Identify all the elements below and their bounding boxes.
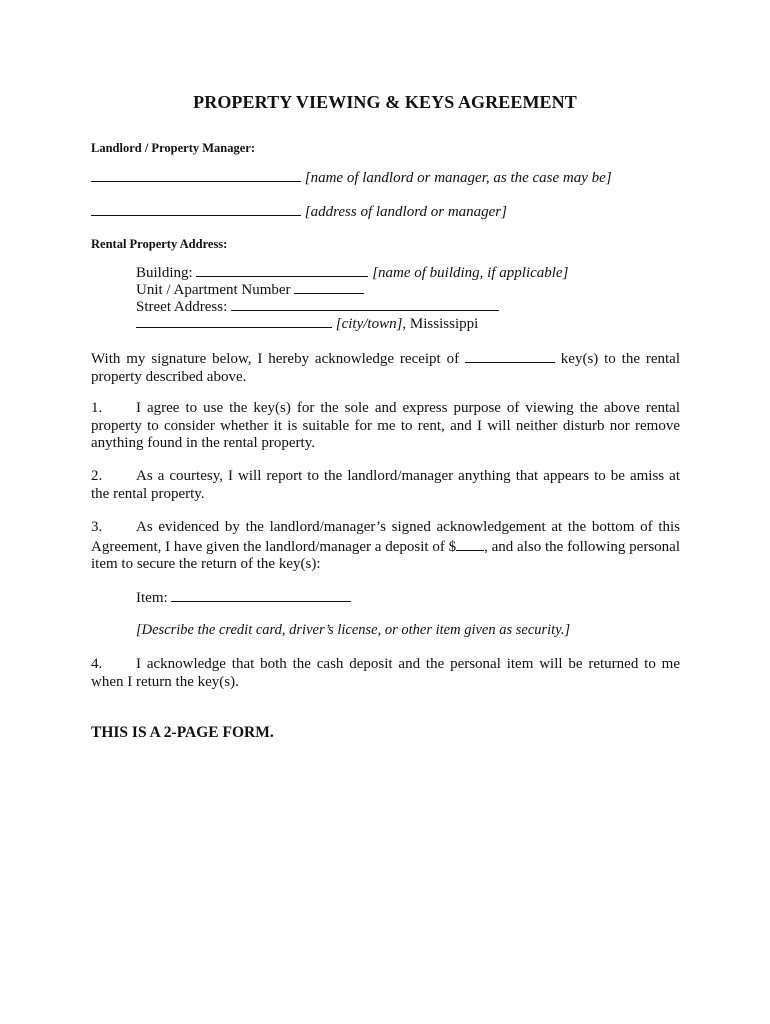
clause-2: [91, 468, 680, 503]
clause-3-number: 3.: [91, 519, 103, 535]
item-line: [136, 588, 351, 607]
building-blank[interactable]: [196, 263, 368, 277]
item-blank[interactable]: [171, 588, 351, 602]
rental-address-label: Rental Property Address:: [91, 237, 228, 251]
landlord-label: Landlord / Property Manager:: [91, 141, 255, 155]
item-hint: [Describe the credit card, driver’s license, or other item given as security.]: [136, 622, 571, 638]
landlord-address-line: [91, 202, 507, 221]
two-page-notice: THIS IS A 2-PAGE FORM.: [91, 724, 274, 741]
ack-text-after: key(s) to the rental property described above.: [91, 351, 680, 385]
unit-blank[interactable]: [294, 280, 364, 294]
clause-1-text: I agree to use the key(s) for the sole and express purpose of viewing the above rental property to consider whether it is suitable for me to rent, and I will neither disturb nor remove anything found in the rental property.: [91, 400, 680, 451]
city-blank[interactable]: [136, 314, 332, 328]
building-label: Building:: [136, 265, 193, 281]
key-count-blank[interactable]: [465, 349, 555, 363]
clause-4: [91, 656, 680, 691]
acknowledgement-paragraph: [91, 349, 680, 386]
landlord-address-hint: [address of landlord or manager]: [304, 204, 507, 220]
clause-3-text-a: As evidenced by the landlord/manager’s signed acknowledgement at the bottom of this Agreement, I have given the landlord/manager a deposit of $: [91, 519, 680, 555]
clause-2-text: As a courtesy, I will report to the landlord/manager anything that appears to be amiss at the rental property.: [91, 468, 680, 502]
clause-3: [91, 519, 680, 574]
deposit-blank[interactable]: [456, 537, 484, 551]
street-label: Street Address:: [136, 299, 228, 315]
ack-text-before: With my signature below, I hereby acknowledge receipt of: [91, 351, 460, 367]
city-hint: [city/town]: [335, 316, 403, 332]
clause-2-number: 2.: [91, 468, 103, 484]
clause-3-text-b: , and also the following personal item to secure the return of the key(s):: [91, 538, 681, 572]
clause-1: [91, 400, 680, 453]
landlord-name-hint: [name of landlord or manager, as the case may be]: [304, 170, 612, 186]
city-line: [136, 314, 478, 333]
landlord-address-blank[interactable]: [91, 202, 301, 216]
unit-label: Unit / Apartment Number: [136, 282, 291, 298]
clause-4-text: I acknowledge that both the cash deposit and the personal item will be returned to me when I return the key(s).: [91, 656, 680, 690]
street-blank[interactable]: [231, 297, 499, 311]
building-hint: [name of building, if applicable]: [372, 265, 569, 281]
item-label: Item:: [136, 590, 168, 606]
document-title: PROPERTY VIEWING & KEYS AGREEMENT: [193, 92, 577, 112]
landlord-name-blank[interactable]: [91, 168, 301, 182]
landlord-name-line: [91, 168, 612, 187]
clause-4-number: 4.: [91, 656, 103, 672]
state-text: , Mississippi: [402, 316, 479, 332]
clause-1-number: 1.: [91, 400, 103, 416]
